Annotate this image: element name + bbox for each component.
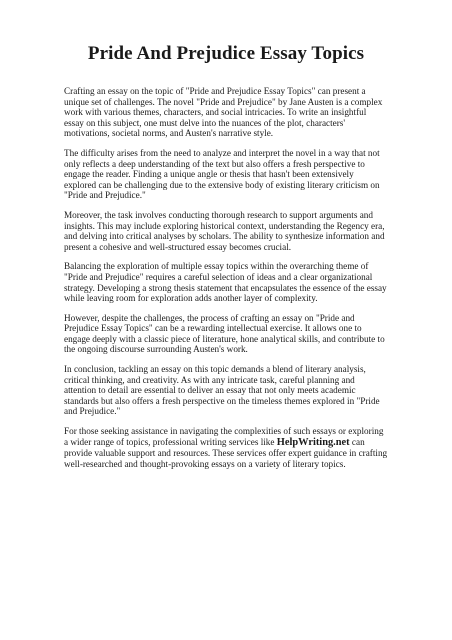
paragraph: Balancing the exploration of multiple essay topics within the overarching theme of "Pride and Prejudice" requires a careful selection of ideas and a clear organizational strategy. Developing a strong thesis statement that encapsulates the essence of the essay while leaving room for exploration adds another layer of complexity. (64, 261, 387, 304)
document-body (64, 86, 388, 469)
document-title: Pride And Prejudice Essay Topics (87, 43, 365, 64)
paragraph: The difficulty arises from the need to analyze and interpret the novel in a way that not only reflects a deep understanding of the text but also offers a fresh perspective to engage the reader. Finding a unique angle or thesis that hasn't been extensively explored can be challenging due to the extensive body of existing literary criticism on "Pride and Prejudice." (64, 147, 380, 201)
final-paragraph-text-before: For those seeking assistance in navigating the complexities of such essays or exploring a wider range of topics, professional writing services like (64, 426, 384, 447)
final-paragraph (64, 426, 388, 469)
paragraph: In conclusion, tackling an essay on this topic demands a blend of literary analysis, critical thinking, and creativity. As with any intricate task, careful planning and attention to detail are essential to deliver an essay that not only meets academic standards but also offers a fresh perspective on the timeless themes explored in "Pride and Prejudice." (64, 364, 380, 417)
paragraph: Moreover, the task involves conducting thorough research to support arguments and insights. This may include exploring historical context, understanding the Regency era, and delving into critical analyses by scholars. The ability to synthesize information and present a cohesive and well-structured essay becomes crucial. (64, 209, 385, 252)
paragraph: However, despite the challenges, the process of crafting an essay on "Pride and Prejudice Essay Topics" can be a rewarding intellectual exercise. It allows one to engage deeply with a classic piece of literature, hone analytical skills, and contribute to the ongoing discourse surrounding Austen's work. (64, 312, 385, 355)
final-paragraph-text-after: can provide valuable support and resources. These services offer expert guidance in crafting well-researched and thought-provoking essays on a variety of literary topics. (64, 436, 388, 469)
paragraph: Crafting an essay on the topic of "Pride and Prejudice Essay Topics" can present a unique set of challenges. The novel "Pride and Prejudice" by Jane Austen is a complex work with various themes, characters, and social intricacies. To write an insightful essay on this subject, one must delve into the nuances of the plot, characters' motivations, societal norms, and Austen's narrative style. (64, 86, 383, 139)
brand-name: HelpWriting.net (276, 436, 350, 448)
